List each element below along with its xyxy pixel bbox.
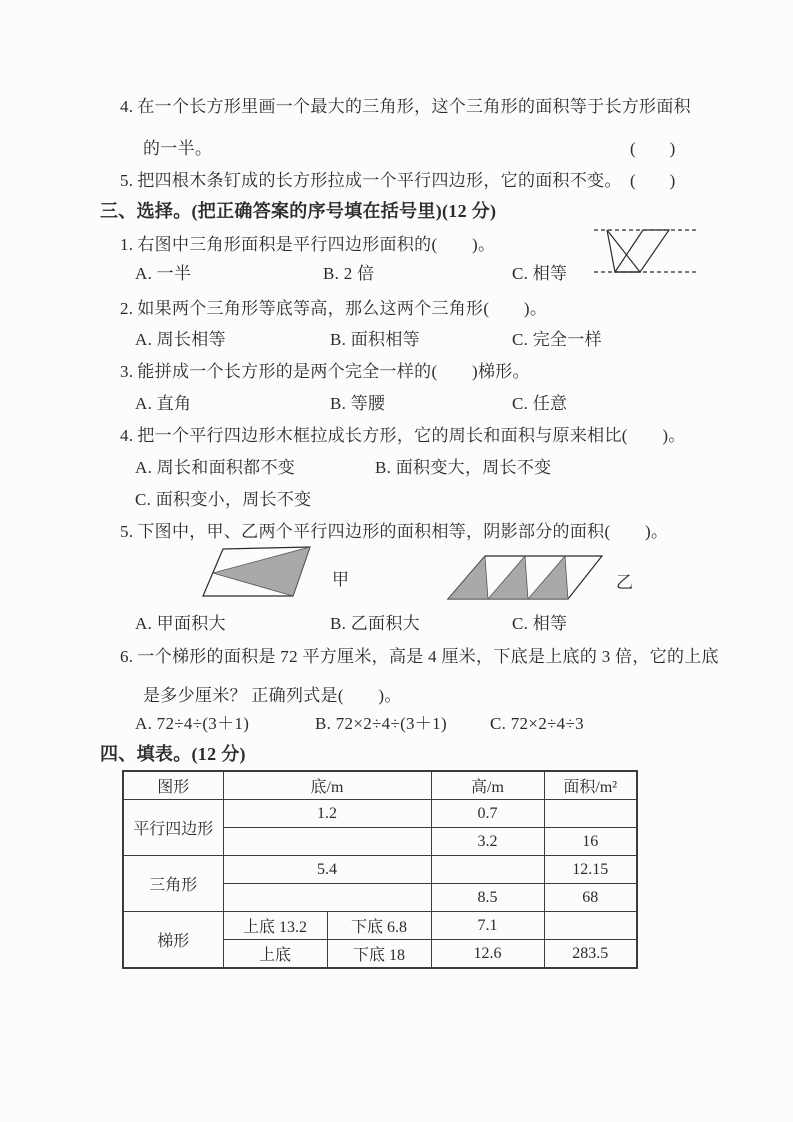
table-header-row — [123, 771, 637, 800]
cell-base-blank — [223, 828, 431, 856]
cell-height: 7.1 — [431, 912, 544, 940]
cell-base-blank — [223, 884, 431, 912]
choice-q6-line2: 是多少厘米？ 正确列式是( )。 — [143, 686, 402, 705]
triangle-parallelogram-figure — [593, 222, 697, 280]
choice-q6-line1: 6. 一个梯形的面积是 72 平方厘米，高是 4 厘米，下底是上底的 3 倍，它的上底 — [120, 647, 719, 666]
fill-table-section-heading: 四、填表。(12 分) — [100, 744, 246, 764]
choice-q2-number: 2. — [120, 299, 134, 318]
cell-height: 12.6 — [431, 940, 544, 969]
judge-item-5-answer-bracket: ( ) — [630, 171, 676, 190]
table-row — [123, 800, 637, 828]
choice-q2-text: 2. 如果两个三角形等底等高，那么这两个三角形( )。 — [120, 299, 548, 318]
choice-q5-option-b: B. 乙面积大 — [330, 614, 420, 633]
cell-base-bottom: 下底 18 — [327, 940, 431, 969]
parallelogram-yi-shaded-triangles-figure — [443, 549, 608, 605]
cell-area: 283.5 — [544, 940, 637, 969]
choice-q6-number: 6. — [120, 647, 134, 666]
choice-q1-option-c: C. 相等 — [512, 264, 568, 283]
judge-item-4-text1: 在一个长方形里画一个最大的三角形，这个三角形的面积等于长方形面积 — [137, 97, 691, 116]
judge-item-4-answer-bracket: ( ) — [630, 139, 676, 158]
choice-q2-option-a: A. 周长相等 — [135, 330, 226, 349]
choice-q3-option-c: C. 任意 — [512, 394, 568, 413]
fill-table — [122, 770, 638, 969]
header-shape: 图形 — [123, 771, 223, 800]
choice-q6-option-b: B. 72×2÷4÷(3＋1) — [315, 714, 447, 733]
shape-triangle: 三角形 — [123, 856, 223, 912]
choice-q3-text: 3. 能拼成一个长方形的是两个完全一样的( )梯形。 — [120, 362, 530, 381]
choice-q5-number: 5. — [120, 522, 134, 541]
cell-area: 68 — [544, 884, 637, 912]
judge-item-5-text: 把四根木条钉成的长方形拉成一个平行四边形，它的面积不变。 — [137, 171, 622, 190]
choice-q5-option-a: A. 甲面积大 — [135, 614, 226, 633]
choice-q6-option-a: A. 72÷4÷(3＋1) — [135, 714, 250, 733]
choice-q4-text: 4. 把一个平行四边形木框拉成长方形，它的周长和面积与原来相比( )。 — [120, 426, 686, 445]
judge-item-4-line2: 的一半。 — [143, 139, 213, 158]
header-height: 高/m — [431, 771, 544, 800]
choice-q5-option-c: C. 相等 — [512, 614, 568, 633]
judge-item-5-number: 5. — [120, 171, 134, 190]
judge-item-4-number: 4. — [120, 97, 134, 116]
cell-base: 1.2 — [223, 800, 431, 828]
cell-height-blank — [431, 856, 544, 884]
cell-height: 3.2 — [431, 828, 544, 856]
header-area: 面积/m² — [544, 771, 637, 800]
cell-area-blank — [544, 800, 637, 828]
cell-area: 16 — [544, 828, 637, 856]
choice-q1-option-a: A. 一半 — [135, 264, 192, 283]
cell-base: 5.4 — [223, 856, 431, 884]
choice-q4-option-b: B. 面积变大，周长不变 — [375, 458, 552, 477]
choice-q5-text: 5. 下图中，甲、乙两个平行四边形的面积相等，阴影部分的面积( )。 — [120, 522, 669, 541]
cell-height: 0.7 — [431, 800, 544, 828]
judge-item-4-line1 — [120, 95, 691, 119]
choice-q2-option-b: B. 面积相等 — [330, 330, 420, 349]
shape-trapezoid: 梯形 — [123, 912, 223, 969]
cell-area: 12.15 — [544, 856, 637, 884]
cell-height: 8.5 — [431, 884, 544, 912]
choice-q4-number: 4. — [120, 426, 134, 445]
choice-q3-option-a: A. 直角 — [135, 394, 192, 413]
cell-area-blank — [544, 912, 637, 940]
parallelogram-jia-shaded-triangle-figure — [198, 542, 348, 604]
judge-item-5-line — [120, 169, 622, 193]
figure-label-yi: 乙 — [616, 573, 633, 592]
choice-q3-option-b: B. 等腰 — [330, 394, 386, 413]
cell-base-top: 上底 13.2 — [223, 912, 327, 940]
choice-q3-number: 3. — [120, 362, 134, 381]
choice-q1-number: 1. — [120, 235, 134, 254]
cell-base-bottom: 下底 6.8 — [327, 912, 431, 940]
header-base: 底/m — [223, 771, 431, 800]
table-row — [123, 912, 637, 940]
shape-parallelogram: 平行四边形 — [123, 800, 223, 856]
choice-q1-option-b: B. 2 倍 — [323, 264, 375, 283]
choice-q4-option-c: C. 面积变小，周长不变 — [135, 490, 312, 509]
choice-q1-text: 1. 右图中三角形面积是平行四边形面积的( )。 — [120, 235, 496, 254]
table-row — [123, 856, 637, 884]
choice-section-heading: 三、选择。(把正确答案的序号填在括号里)(12 分) — [100, 201, 497, 221]
choice-q6-option-c: C. 72×2÷4÷3 — [490, 714, 584, 733]
choice-q2-option-c: C. 完全一样 — [512, 330, 602, 349]
cell-base-top-blank: 上底 — [223, 940, 327, 969]
choice-q4-option-a: A. 周长和面积都不变 — [135, 458, 296, 477]
figure-label-jia: 甲 — [332, 570, 349, 589]
